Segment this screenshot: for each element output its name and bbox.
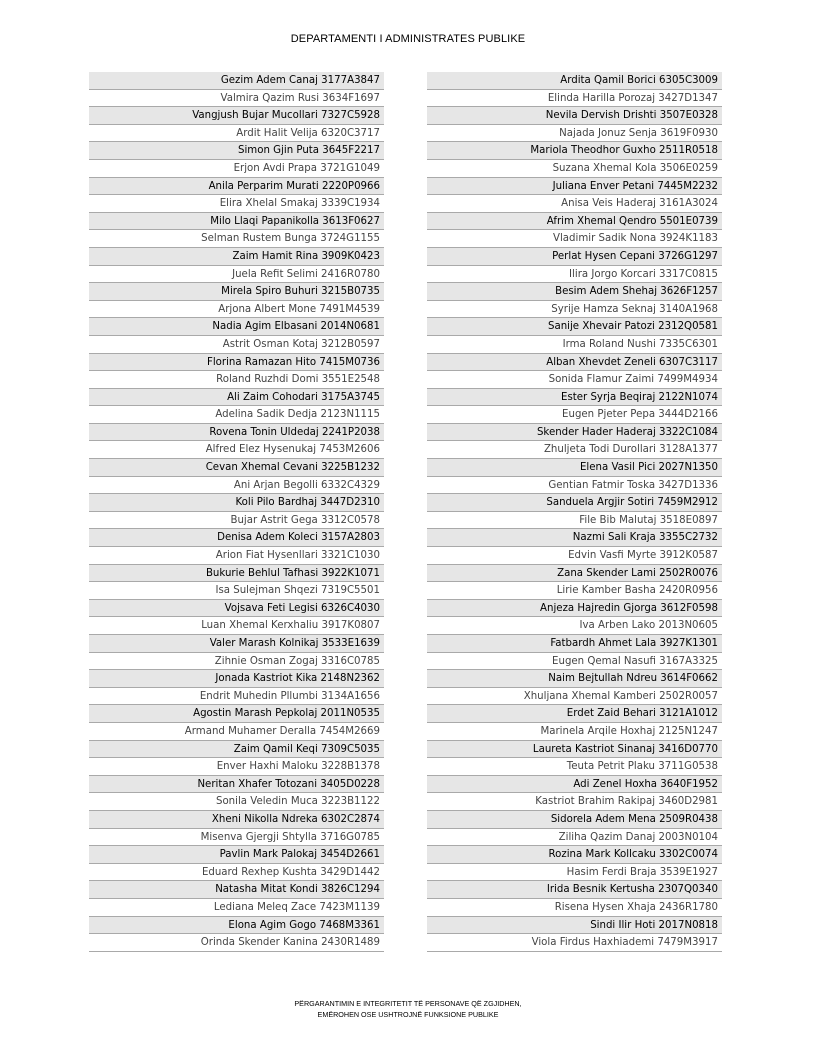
name-row: Viola Firdus Haxhiademi 7479M3917 (427, 934, 722, 952)
name-row: Vladimir Sadik Nona 3924K1183 (427, 230, 722, 248)
name-row: Irma Roland Nushi 7335C6301 (427, 336, 722, 354)
name-row: Ardit Halit Velija 6320C3717 (89, 125, 384, 143)
name-row: Vojsava Feti Legisi 6326C4030 (89, 600, 384, 618)
name-row: Armand Muhamer Deralla 7454M2669 (89, 723, 384, 741)
name-row: Mariola Theodhor Guxho 2511R0518 (427, 142, 722, 160)
name-row: Eugen Qemal Nasufi 3167A3325 (427, 653, 722, 671)
name-row: Enver Haxhi Maloku 3228B1378 (89, 758, 384, 776)
footer-line-2: EMËROHEN OSE USHTROJNË FUNKSIONE PUBLIKE (317, 1010, 499, 1019)
name-row: Zhuljeta Todi Durollari 3128A1377 (427, 441, 722, 459)
name-row: Erdet Zaid Behari 3121A1012 (427, 705, 722, 723)
name-row: Marinela Arqile Hoxhaj 2125N1247 (427, 723, 722, 741)
name-row: Ester Syrja Beqiraj 2122N1074 (427, 389, 722, 407)
name-row: Eugen Pjeter Pepa 3444D2166 (427, 406, 722, 424)
page-title: DEPARTAMENTI I ADMINISTRATES PUBLIKE (290, 33, 526, 45)
name-row: Lirie Kamber Basha 2420R0956 (427, 582, 722, 600)
name-row: Orinda Skender Kanina 2430R1489 (89, 934, 384, 952)
name-row: Arion Fiat Hysenllari 3321C1030 (89, 547, 384, 565)
name-row: File Bib Malutaj 3518E0897 (427, 512, 722, 530)
name-row: Xhuljana Xhemal Kamberi 2502R0057 (427, 688, 722, 706)
name-row: Teuta Petrit Plaku 3711G0538 (427, 758, 722, 776)
name-row: Zana Skender Lami 2502R0076 (427, 565, 722, 583)
name-row: Astrit Osman Kotaj 3212B0597 (89, 336, 384, 354)
name-row: Zihnie Osman Zogaj 3316C0785 (89, 653, 384, 671)
name-row: Ani Arjan Begolli 6332C4329 (89, 477, 384, 495)
name-row: Laureta Kastriot Sinanaj 3416D0770 (427, 741, 722, 759)
name-row: Elona Agim Gogo 7468M3361 (89, 917, 384, 935)
name-row: Vangjush Bujar Mucollari 7327C5928 (89, 107, 384, 125)
name-row: Anjeza Hajredin Gjorga 3612F0598 (427, 600, 722, 618)
name-row: Florina Ramazan Hito 7415M0736 (89, 354, 384, 372)
name-row: Perlat Hysen Cepani 3726G1297 (427, 248, 722, 266)
name-row: Eduard Rexhep Kushta 3429D1442 (89, 864, 384, 882)
name-row: Ziliha Qazim Danaj 2003N0104 (427, 829, 722, 847)
name-row: Sanduela Argjir Sotiri 7459M2912 (427, 494, 722, 512)
footer (0, 998, 816, 1020)
name-row: Sanije Xhevair Patozi 2312Q0581 (427, 318, 722, 336)
name-row: Cevan Xhemal Cevani 3225B1232 (89, 459, 384, 477)
footer-line-1: PËRGARANTIMIN E INTEGRITETIT TË PERSONAVE QË ZGJIDHEN, (294, 999, 522, 1008)
name-row: Luan Xhemal Kerxhaliu 3917K0807 (89, 617, 384, 635)
name-row: Xheni Nikolla Ndreka 6302C2874 (89, 811, 384, 829)
name-row: Arjona Albert Mone 7491M4539 (89, 301, 384, 319)
name-row: Misenva Gjergji Shtylla 3716G0785 (89, 829, 384, 847)
name-row: Iva Arben Lako 2013N0605 (427, 617, 722, 635)
name-row: Sindi Ilir Hoti 2017N0818 (427, 917, 722, 935)
name-row: Gezim Adem Canaj 3177A3847 (89, 72, 384, 90)
name-row: Anisa Veis Haderaj 3161A3024 (427, 195, 722, 213)
name-row: Sidorela Adem Mena 2509R0438 (427, 811, 722, 829)
name-row: Sonila Veledin Muca 3223B1122 (89, 793, 384, 811)
name-row: Isa Sulejman Shqezi 7319C5501 (89, 582, 384, 600)
name-row: Juliana Enver Petani 7445M2232 (427, 178, 722, 196)
name-row: Skender Hader Haderaj 3322C1084 (427, 424, 722, 442)
name-row: Elinda Harilla Porozaj 3427D1347 (427, 90, 722, 108)
name-row: Nazmi Sali Kraja 3355C2732 (427, 529, 722, 547)
name-row: Naim Bejtullah Ndreu 3614F0662 (427, 670, 722, 688)
name-row: Erjon Avdi Prapa 3721G1049 (89, 160, 384, 178)
name-row: Lediana Meleq Zace 7423M1139 (89, 899, 384, 917)
name-row: Sonida Flamur Zaimi 7499M4934 (427, 371, 722, 389)
name-row: Ilira Jorgo Korcari 3317C0815 (427, 266, 722, 284)
name-row: Valmira Qazim Rusi 3634F1697 (89, 90, 384, 108)
name-row: Alban Xhevdet Zeneli 6307C3117 (427, 354, 722, 372)
name-row: Agostin Marash Pepkolaj 2011N0535 (89, 705, 384, 723)
name-row: Nadia Agim Elbasani 2014N0681 (89, 318, 384, 336)
name-row: Milo Llaqi Papanikolla 3613F0627 (89, 213, 384, 231)
name-row: Zaim Hamit Rina 3909K0423 (89, 248, 384, 266)
name-row: Valer Marash Kolnikaj 3533E1639 (89, 635, 384, 653)
name-row: Neritan Xhafer Totozani 3405D0228 (89, 776, 384, 794)
name-row: Najada Jonuz Senja 3619F0930 (427, 125, 722, 143)
name-row: Bujar Astrit Gega 3312C0578 (89, 512, 384, 530)
name-row: Rovena Tonin Uldedaj 2241P2038 (89, 424, 384, 442)
name-row: Irida Besnik Kertusha 2307Q0340 (427, 881, 722, 899)
name-row: Elena Vasil Pici 2027N1350 (427, 459, 722, 477)
name-row: Adi Zenel Hoxha 3640F1952 (427, 776, 722, 794)
name-row: Elira Xhelal Smakaj 3339C1934 (89, 195, 384, 213)
name-row: Koli Pilo Bardhaj 3447D2310 (89, 494, 384, 512)
name-row: Selman Rustem Bunga 3724G1155 (89, 230, 384, 248)
name-row: Fatbardh Ahmet Lala 3927K1301 (427, 635, 722, 653)
left-name-column (89, 72, 384, 952)
name-row: Pavlin Mark Palokaj 3454D2661 (89, 846, 384, 864)
name-row: Ali Zaim Cohodari 3175A3745 (89, 389, 384, 407)
name-row: Alfred Elez Hysenukaj 7453M2606 (89, 441, 384, 459)
name-row: Denisa Adem Koleci 3157A2803 (89, 529, 384, 547)
name-row: Roland Ruzhdi Domi 3551E2548 (89, 371, 384, 389)
name-row: Edvin Vasfi Myrte 3912K0587 (427, 547, 722, 565)
name-row: Adelina Sadik Dedja 2123N1115 (89, 406, 384, 424)
name-row: Juela Refit Selimi 2416R0780 (89, 266, 384, 284)
name-row: Nevila Dervish Drishti 3507E0328 (427, 107, 722, 125)
right-name-column (427, 72, 722, 952)
name-row: Ardita Qamil Borici 6305C3009 (427, 72, 722, 90)
name-row: Jonada Kastriot Kika 2148N2362 (89, 670, 384, 688)
name-row: Bukurie Behlul Tafhasi 3922K1071 (89, 565, 384, 583)
name-row: Risena Hysen Xhaja 2436R1780 (427, 899, 722, 917)
name-row: Zaim Qamil Keqi 7309C5035 (89, 741, 384, 759)
name-row: Endrit Muhedin Pllumbi 3134A1656 (89, 688, 384, 706)
name-row: Suzana Xhemal Kola 3506E0259 (427, 160, 722, 178)
name-row: Simon Gjin Puta 3645F2217 (89, 142, 384, 160)
name-row: Gentian Fatmir Toska 3427D1336 (427, 477, 722, 495)
name-row: Anila Perparim Murati 2220P0966 (89, 178, 384, 196)
name-row: Rozina Mark Kollcaku 3302C0074 (427, 846, 722, 864)
name-row: Hasim Ferdi Braja 3539E1927 (427, 864, 722, 882)
name-row: Kastriot Brahim Rakipaj 3460D2981 (427, 793, 722, 811)
name-row: Afrim Xhemal Qendro 5501E0739 (427, 213, 722, 231)
name-row: Syrije Hamza Seknaj 3140A1968 (427, 301, 722, 319)
name-row: Natasha Mitat Kondi 3826C1294 (89, 881, 384, 899)
name-row: Besim Adem Shehaj 3626F1257 (427, 283, 722, 301)
name-row: Mirela Spiro Buhuri 3215B0735 (89, 283, 384, 301)
